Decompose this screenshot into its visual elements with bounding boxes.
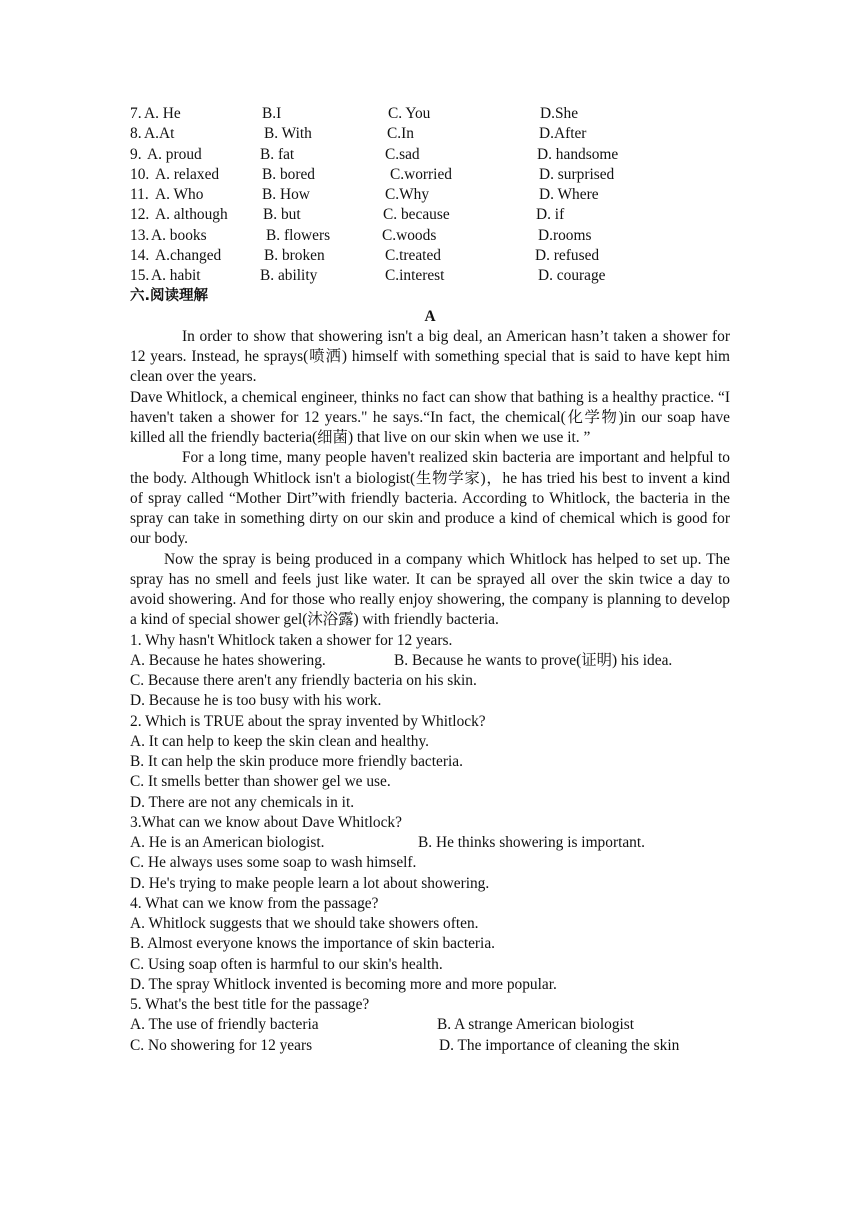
answer-option-d: D. The spray Whitlock invented is becoming more and more popular. <box>130 975 557 993</box>
question-number: 9. <box>130 145 142 163</box>
option-row <box>130 185 730 205</box>
option-d: D. courage <box>538 267 606 284</box>
option-row <box>130 205 730 225</box>
answer-option-c: C. No showering for 12 years <box>130 1036 313 1054</box>
question-stem: 5. What's the best title for the passage? <box>130 996 370 1013</box>
option-b: B. fat <box>260 145 295 163</box>
option-d: D. surprised <box>539 165 615 183</box>
option-c: C.sad <box>385 145 420 163</box>
question-stem: 3.What can we know about Dave Whitlock? <box>130 813 402 831</box>
answer-option-a: A. The use of friendly bacteria <box>130 1016 319 1034</box>
cloze-options <box>130 104 730 286</box>
option-row <box>130 165 730 185</box>
option-d: D.rooms <box>538 226 592 244</box>
answer-option-c: C. It smells better than shower gel we use. <box>130 773 391 791</box>
passage-paragraph: Now the spray is being produced in a company which Whitlock has helped to set up. The spray has no smell and feels just like water. It can be sprayed all over the skin twice a day to avoid showering. And for those who really enjoy showering, the company is planning to develop a kind of special shower gel(沐浴露) with friendly bacteria. <box>130 550 730 629</box>
exam-page <box>130 104 730 1056</box>
option-row <box>130 246 730 266</box>
answer-option-d: D. There are not any chemicals in it. <box>130 793 355 811</box>
passage-paragraph: For a long time, many people haven't realized skin bacteria are important and helpful to the body. Although Whitlock isn't a biologist(生物学家)，he has tried his best to invent a kind of spray called “Mother Dirt”with friendly bacteria. According to Whitlock, the bacteria in the spray can take in something dirty on our skin and produce a kind of chemical which is good for our body. <box>130 449 730 548</box>
question-number: 8. <box>130 125 142 143</box>
answer-row <box>130 1015 730 1035</box>
option-a: A. although <box>155 206 228 224</box>
answer-row <box>130 833 730 853</box>
question-number: 12. <box>130 206 150 224</box>
answer-row <box>130 1036 730 1056</box>
option-d: D. if <box>536 206 565 224</box>
answer-option-c: C. Using soap often is harmful to our skin's health. <box>130 955 443 973</box>
option-b: B. flowers <box>266 226 331 244</box>
option-c: C. You <box>388 105 431 122</box>
answer-row <box>130 651 730 671</box>
question-number: 7. <box>130 105 142 122</box>
option-b: B. With <box>264 125 312 143</box>
question-stem: 4. What can we know from the passage? <box>130 894 379 912</box>
option-d: D. handsome <box>537 145 619 163</box>
answer-option-c: C. He always uses some soap to wash himself. <box>130 854 417 872</box>
answer-option-b: B. A strange American biologist <box>437 1016 635 1034</box>
answer-option-b: B. Because he wants to prove(证明) his idea. <box>394 651 673 669</box>
option-a: A. habit <box>151 267 201 284</box>
answer-option-b: B. Almost everyone knows the importance of skin bacteria. <box>130 935 496 953</box>
question-number: 10. <box>130 165 150 183</box>
option-c: C.interest <box>385 267 445 284</box>
section-heading: 六.阅读理解 <box>130 288 209 305</box>
option-b: B. broken <box>264 246 325 264</box>
option-a: A.At <box>144 125 175 143</box>
option-row <box>130 226 730 246</box>
option-a: A. books <box>151 226 207 244</box>
option-a: A. relaxed <box>155 165 220 183</box>
option-row <box>130 124 730 144</box>
option-c: C.Why <box>385 186 430 203</box>
answer-option-a: A. It can help to keep the skin clean and healthy. <box>130 732 430 750</box>
answer-option-d: D. Because he is too busy with his work. <box>130 692 382 710</box>
option-c: C.In <box>387 125 414 143</box>
answer-option-d: D. The importance of cleaning the skin <box>439 1036 680 1054</box>
option-row <box>130 104 730 124</box>
option-a: A. He <box>144 105 181 122</box>
passage-title: A <box>424 307 436 325</box>
answer-option-a: A. Because he hates showering. <box>130 651 326 669</box>
question-number: 11. <box>130 186 149 203</box>
question-number: 13. <box>130 226 150 244</box>
option-a: A. Who <box>155 186 204 203</box>
option-c: C.worried <box>390 165 452 183</box>
option-d: D.She <box>540 105 579 122</box>
option-b: B. bored <box>262 165 316 183</box>
option-c: C.woods <box>382 226 437 244</box>
passage-paragraph: In order to show that showering isn't a big deal, an American hasn’t taken a shower for 12 years. Instead, he sprays(喷洒) himself with something special that is said to have kept him clean over the years. <box>130 327 730 386</box>
option-row <box>130 266 730 286</box>
option-d: D. refused <box>535 246 600 264</box>
answer-option-b: B. He thinks showering is important. <box>418 834 645 851</box>
answer-option-a: A. He is an American biologist. <box>130 834 325 851</box>
option-b: B. but <box>263 206 301 224</box>
option-d: D. Where <box>539 186 599 203</box>
option-b: B. ability <box>260 267 318 284</box>
option-b: B. How <box>262 186 310 203</box>
answer-option-d: D. He's trying to make people learn a lot about showering. <box>130 874 490 892</box>
answer-option-c: C. Because there aren't any friendly bacteria on his skin. <box>130 672 477 689</box>
answer-option-a: A. Whitlock suggests that we should take showers often. <box>130 915 479 932</box>
question-number: 14. <box>130 246 150 264</box>
option-c: C.treated <box>385 246 441 264</box>
question-number: 15. <box>130 267 150 284</box>
option-row <box>130 145 730 165</box>
option-a: A.changed <box>155 246 222 264</box>
answer-option-b: B. It can help the skin produce more friendly bacteria. <box>130 753 463 770</box>
option-c: C. because <box>383 206 450 224</box>
question-stem: 2. Which is TRUE about the spray invented by Whitlock? <box>130 712 486 730</box>
option-a: A. proud <box>147 145 202 163</box>
questions <box>130 631 730 1056</box>
option-b: B.I <box>262 105 282 122</box>
passage-paragraph: Dave Whitlock, a chemical engineer, thinks no fact can show that bathing is a healthy practice. “I haven't taken a shower for 12 years." he says.“In fact, the chemical(化学物)in our soap have killed all the friendly bacteria(细菌) that live on our skin when we use it. ” <box>130 388 730 446</box>
question-stem: 1. Why hasn't Whitlock taken a shower for 12 years. <box>130 631 453 649</box>
option-d: D.After <box>539 125 587 143</box>
